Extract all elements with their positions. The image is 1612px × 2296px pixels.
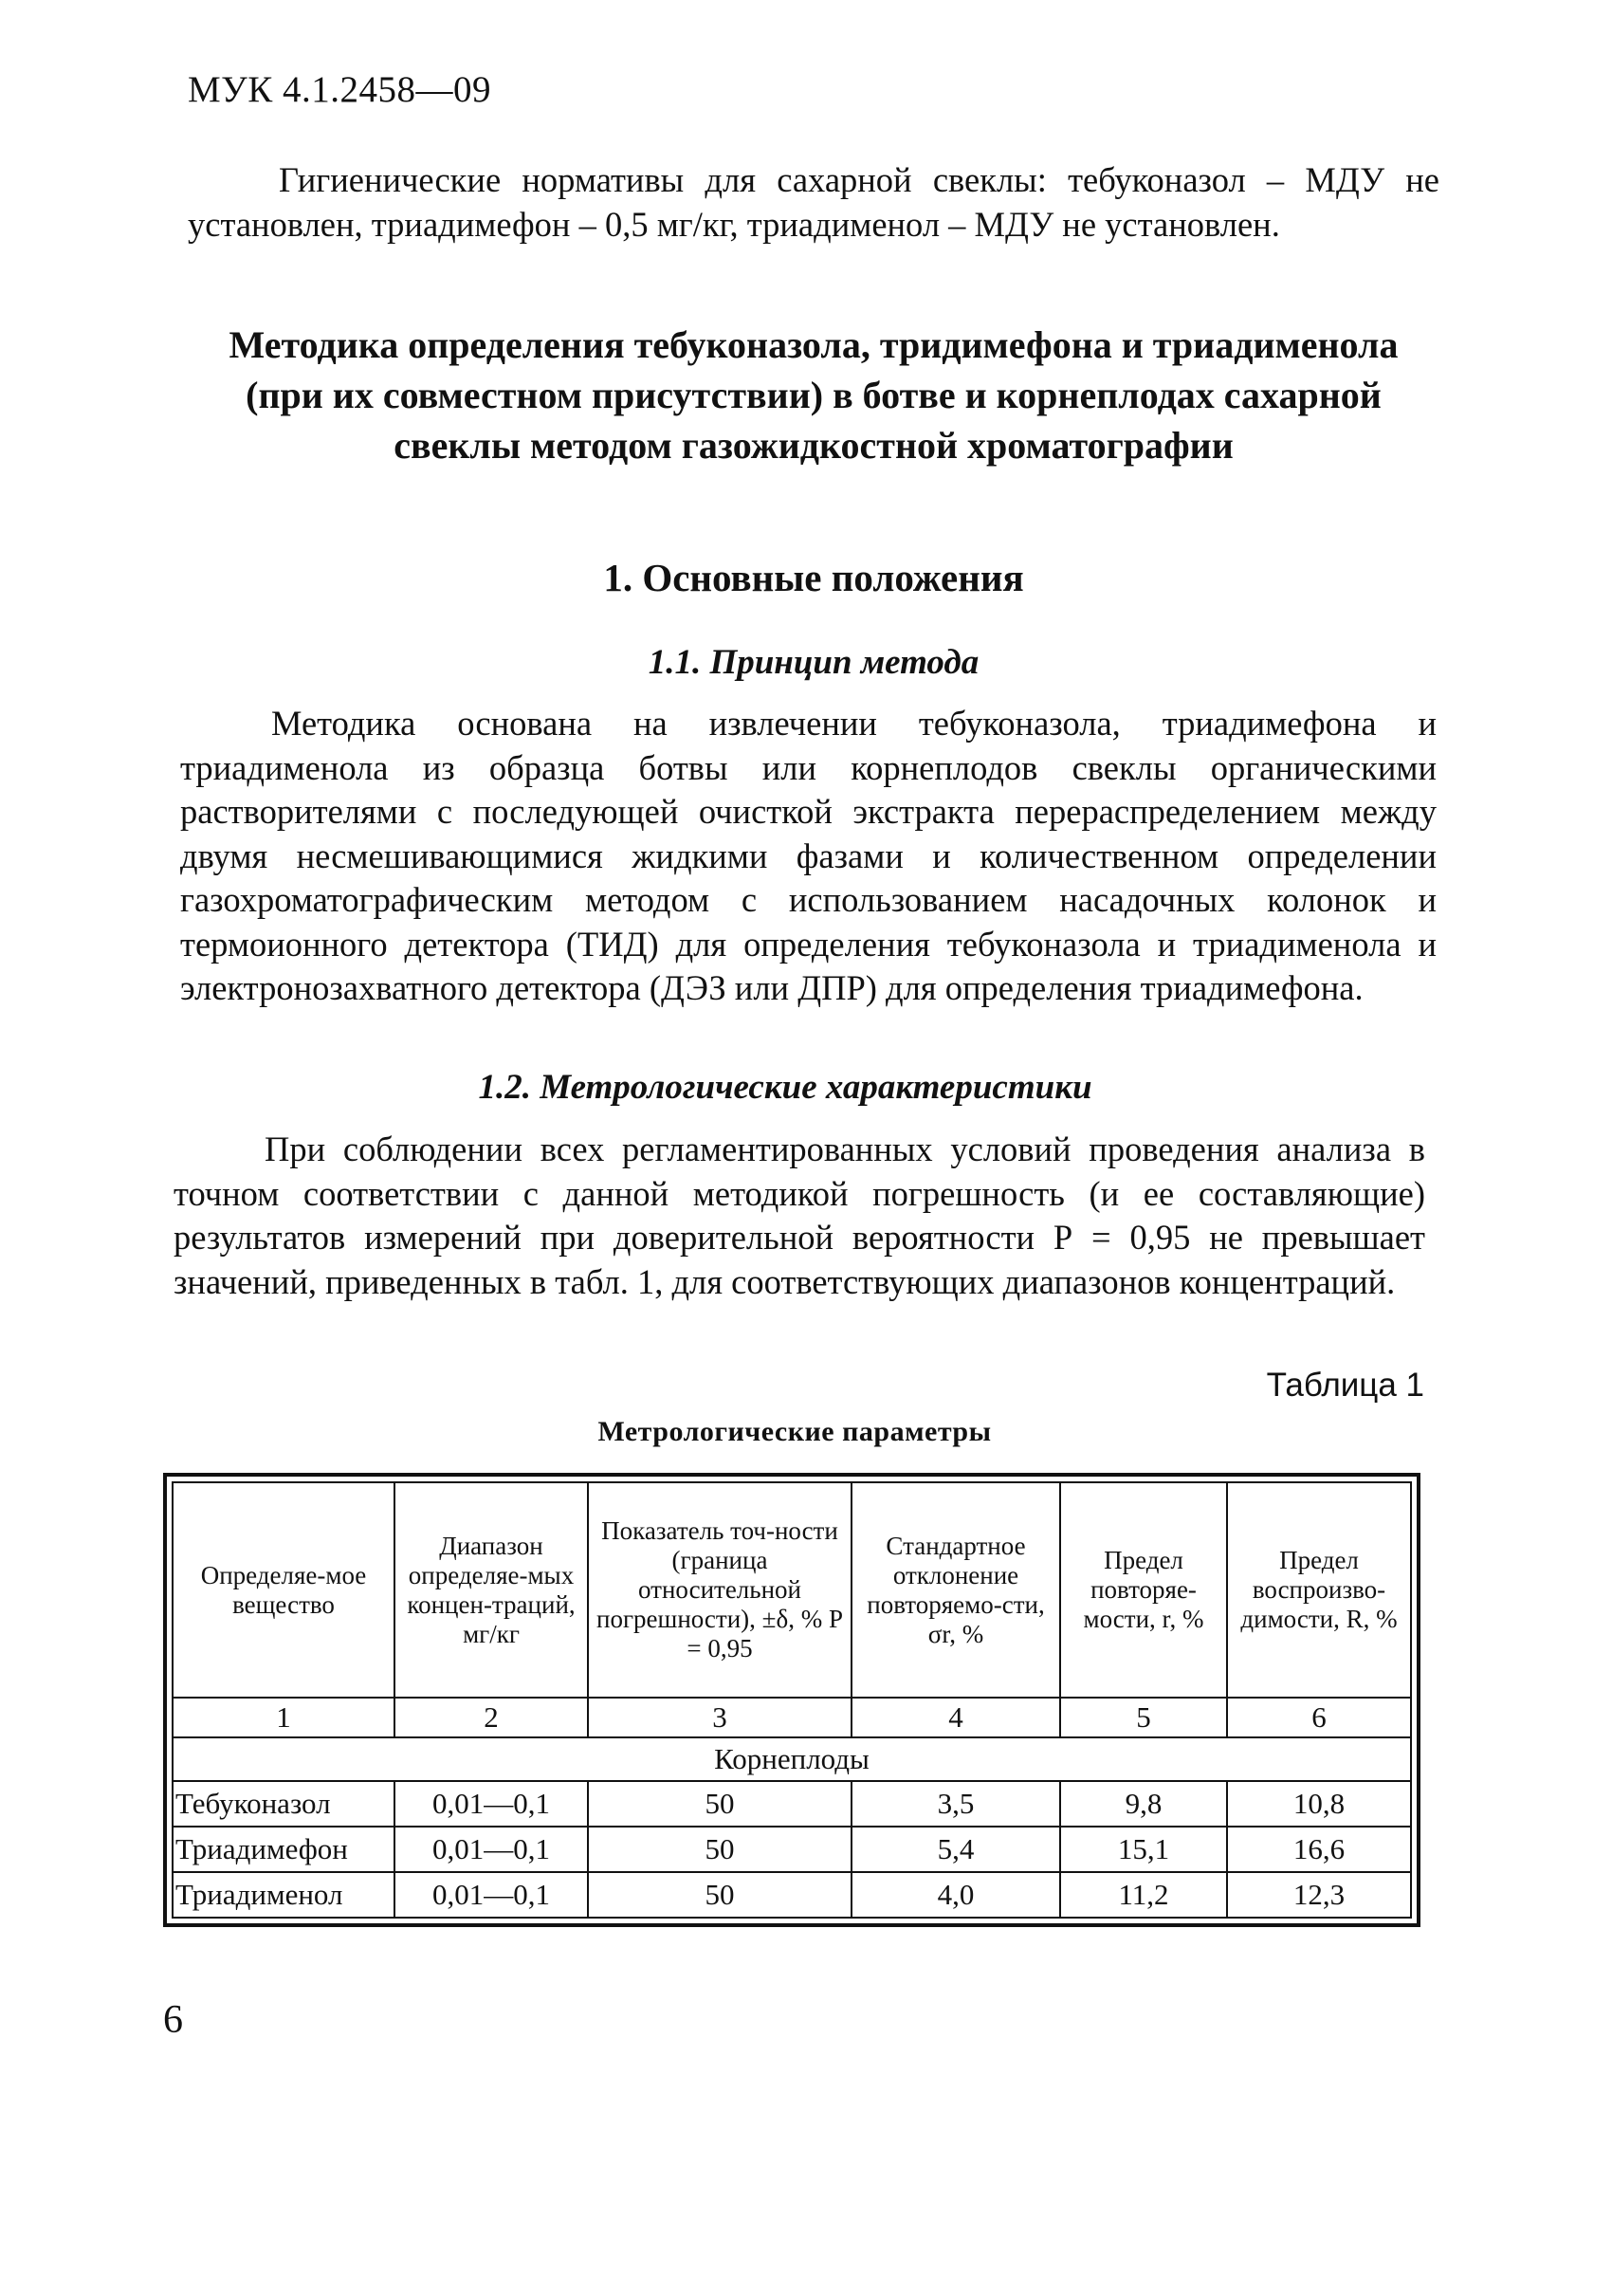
column-number: 4 xyxy=(852,1698,1060,1737)
table-cell: 5,4 xyxy=(852,1827,1060,1872)
column-header: Определяе-мое вещество xyxy=(173,1482,394,1698)
method-principle-paragraph: Методика основана на извлечении тебуконазола, триадимефона и триадименола из образца ботвы или корнеплодов свеклы органическими растворителями с последующей очисткой экстракта перераспределением между двумя несмешивающимися жидкими фазами и количественном определении газохроматографическим методом с использованием насадочных колонок и термоионного детектора (ТИД) для определения тебуконазола и триадименола и электронозахватного детектора (ДЭЗ или ДПР) для определения триадимефона. xyxy=(180,704,1437,1007)
table-number: Таблица 1 xyxy=(1266,1367,1424,1404)
table-title: Метрологические параметры xyxy=(597,1416,992,1447)
table-row xyxy=(173,1827,1411,1872)
table-cell: 50 xyxy=(588,1872,852,1918)
subsection-heading-1-1: 1.1. Принцип метода xyxy=(648,643,980,682)
metrology-table-frame xyxy=(163,1473,1420,1927)
group-row xyxy=(173,1737,1411,1781)
table-cell: 50 xyxy=(588,1827,852,1872)
table-cell: 11,2 xyxy=(1060,1872,1227,1918)
hygiene-standards-paragraph: Гигиенические нормативы для сахарной свеклы: тебуконазол – МДУ не установлен, триадимефон – 0,5 мг/кг, триадименол – МДУ не установлен. xyxy=(188,160,1439,244)
table-cell: 4,0 xyxy=(852,1872,1060,1918)
column-header: Стандартное отклонение повторяемо-сти, σr, % xyxy=(852,1482,1060,1698)
column-header: Показатель точ-ности (граница относительной погрешности), ±δ, % Р = 0,95 xyxy=(588,1482,852,1698)
substance-cell: Триадимефон xyxy=(173,1827,394,1872)
table-cell: 0,01—0,1 xyxy=(394,1872,588,1918)
page-number: 6 xyxy=(163,1998,183,2042)
substance-cell: Тебуконазол xyxy=(173,1781,394,1827)
table-cell: 12,3 xyxy=(1227,1872,1411,1918)
metrology-table xyxy=(172,1481,1412,1919)
section-heading-1: 1. Основные положения xyxy=(603,556,1024,599)
column-number: 1 xyxy=(173,1698,394,1737)
column-number: 2 xyxy=(394,1698,588,1737)
table-row xyxy=(173,1781,1411,1827)
document-code: МУК 4.1.2458—09 xyxy=(188,69,492,110)
table-cell: 15,1 xyxy=(1060,1827,1227,1872)
table-header-row xyxy=(173,1482,1411,1698)
column-header: Предел повторяе-мости, r, % xyxy=(1060,1482,1227,1698)
column-header: Предел воспроизво-димости, R, % xyxy=(1227,1482,1411,1698)
column-number: 5 xyxy=(1060,1698,1227,1737)
table-cell: 50 xyxy=(588,1781,852,1827)
column-number: 3 xyxy=(588,1698,852,1737)
table-cell: 0,01—0,1 xyxy=(394,1781,588,1827)
table-cell: 9,8 xyxy=(1060,1781,1227,1827)
group-label: Корнеплоды xyxy=(173,1737,1411,1781)
column-header: Диапазон определяе-мых концен-траций, мг/кг xyxy=(394,1482,588,1698)
metrology-paragraph: При соблюдении всех регламентированных условий проведения анализа в точном соответствии с данной методикой погрешность (и ее составляющие) результатов измерений при доверительной вероятности Р = 0,95 не превышает значений, приведенных в табл. 1, для соответствующих диапазонов концентраций. xyxy=(174,1130,1425,1301)
table-cell: 16,6 xyxy=(1227,1827,1411,1872)
subsection-heading-1-2: 1.2. Метрологические характеристики xyxy=(478,1068,1092,1107)
table-cell: 0,01—0,1 xyxy=(394,1827,588,1872)
column-number: 6 xyxy=(1227,1698,1411,1737)
table-cell: 3,5 xyxy=(852,1781,1060,1827)
substance-cell: Триадименол xyxy=(173,1872,394,1918)
column-number-row xyxy=(173,1698,1411,1737)
table-row xyxy=(173,1872,1411,1918)
table-cell: 10,8 xyxy=(1227,1781,1411,1827)
method-title: Методика определения тебуконазола, тридимефона и триадименола (при их совместном присутствии) в ботве и корнеплодах сахарной свеклы методом газожидкостной хроматографии xyxy=(229,323,1399,467)
